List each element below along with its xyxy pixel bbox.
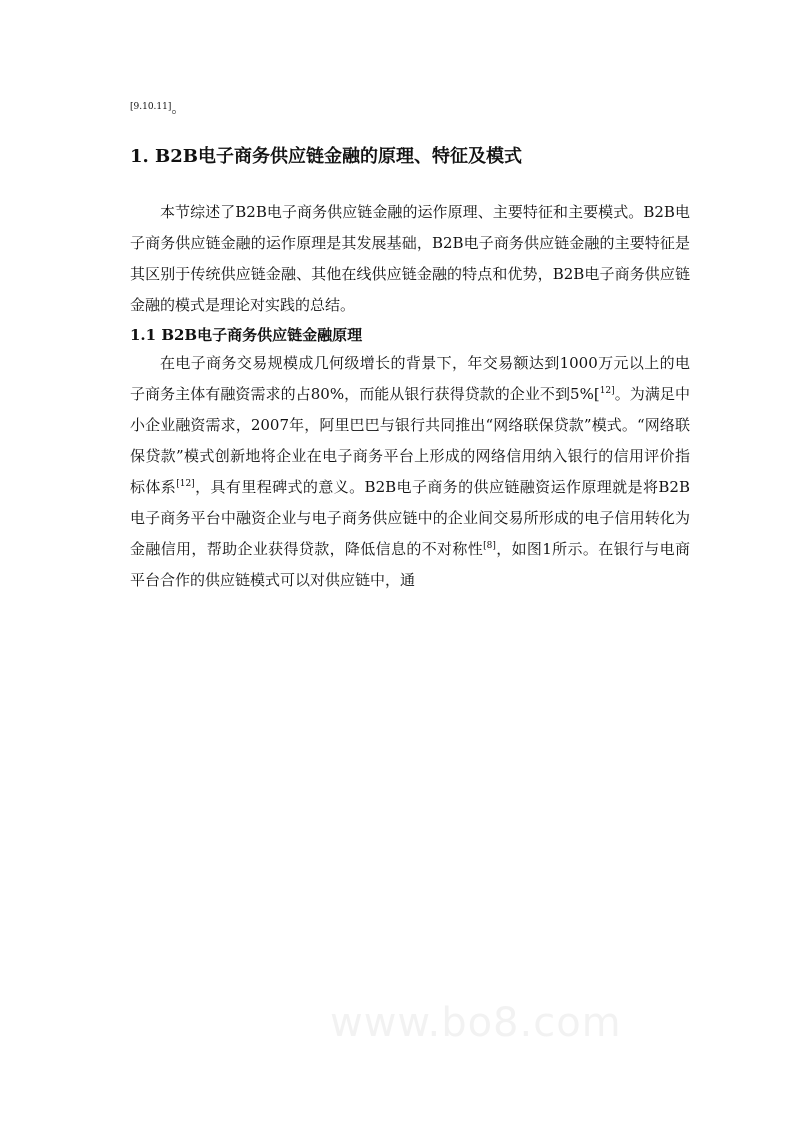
citation-12-b: [12] — [176, 479, 195, 489]
intro-paragraph: 本节综述了B2B电子商务供应链金融的运作原理、主要特征和主要模式。B2B电子商务供应链金融的运作原理是其发展基础，B2B电子商务供应链金融的主要特征是其区别于传统供应链金融、其他在线供应链金融的特点和优势，B2B电子商务供应链金融的模式是理论对实践的总结。 — [130, 203, 690, 314]
reference-period: 。 — [171, 101, 186, 117]
subsection-heading: 1.1 B2B电子商务供应链金融原理 — [130, 326, 363, 344]
main-paragraph — [130, 348, 690, 596]
main-paragraph-part4: ，如图1所示。在银行与电商平台合作的供应链模式可以对供应链中，通 — [130, 540, 690, 589]
citation-8: [8] — [483, 541, 496, 551]
reference-citation-line — [130, 98, 186, 117]
main-paragraph-part1: 在电子商务交易规模成几何级增长的背景下，年交易额达到1000万元以上的电子商务主体有融资需求的占80%，而能从银行获得贷款的企业不到5%[ — [130, 354, 690, 403]
main-paragraph-part3: ，具有里程碑式的意义。B2B电子商务的供应链融资运作原理就是将B2B电子商务平台中融资企业与电子商务供应链中的企业间交易所形成的电子信用转化为金融信用，帮助企业获得贷款，降低信息的不对称性 — [130, 478, 690, 558]
watermark: www.bo8.com — [330, 1000, 622, 1046]
main-paragraph-part2: 。为满足中小企业融资需求，2007年，阿里巴巴与银行共同推出“网络联保贷款”模式。“网络联保贷款”模式创新地将企业在电子商务平台上形成的网络信用纳入银行的信用评价指标体系 — [130, 385, 690, 496]
citation-12-a: 12] — [599, 386, 615, 396]
section-heading: 1. B2B电子商务供应链金融的原理、特征及模式 — [130, 146, 523, 167]
reference-citation: [9.10.11] — [130, 102, 172, 112]
